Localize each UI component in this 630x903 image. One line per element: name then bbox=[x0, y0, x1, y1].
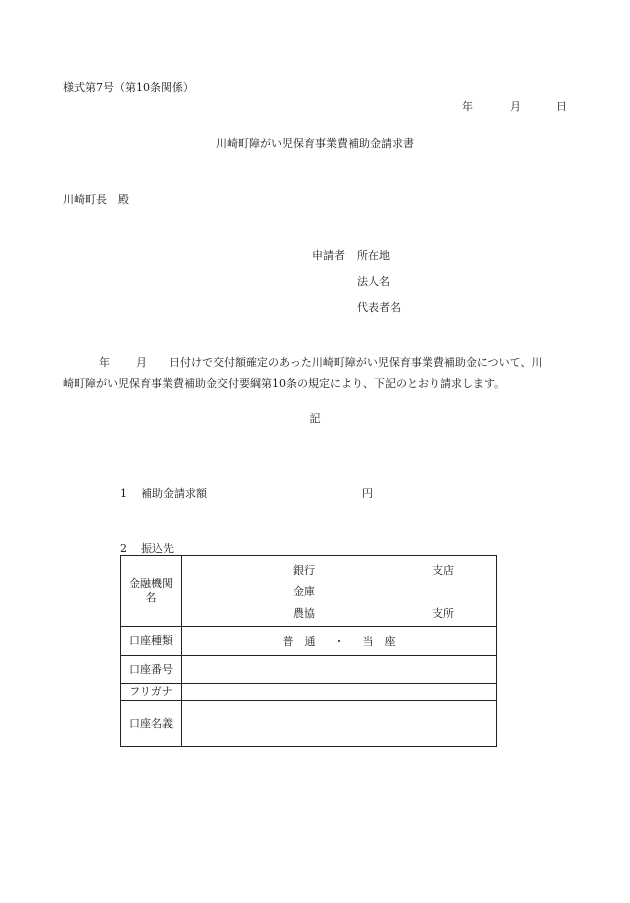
item1-number: 1 bbox=[120, 487, 127, 500]
institution-row bbox=[121, 556, 497, 627]
body-month: 月 bbox=[136, 356, 147, 369]
body-line1-rest: 日付けで交付額確定のあった川崎町障がい児保育事業費補助金について、川 bbox=[169, 356, 543, 369]
branch-label: 支店 bbox=[432, 564, 454, 577]
account-number-row bbox=[121, 656, 497, 684]
date-year-label: 年 bbox=[462, 100, 473, 113]
institution-value-cell[interactable] bbox=[182, 556, 497, 627]
item2-label: 振込先 bbox=[141, 542, 174, 555]
credit-union-label: 金庫 bbox=[293, 585, 315, 598]
ki-heading: 記 bbox=[309, 412, 321, 425]
agri-branch-label: 支所 bbox=[432, 607, 454, 620]
bank-transfer-table bbox=[120, 555, 497, 747]
account-type-label: 口座種類 bbox=[121, 627, 182, 656]
applicant-corporation-label: 法人名 bbox=[357, 275, 390, 288]
item2-number: 2 bbox=[120, 542, 127, 555]
agri-coop-label: 農協 bbox=[293, 607, 315, 620]
request-statement-line-2: 崎町障がい児保育事業費補助金交付要綱第10条の規定により、下記のとおり請求します。 bbox=[63, 377, 506, 390]
date-month-label: 月 bbox=[510, 100, 521, 113]
document-title: 川崎町障がい児保育事業費補助金請求書 bbox=[216, 137, 414, 150]
furigana-label: フリガナ bbox=[121, 684, 182, 701]
date-day-label: 日 bbox=[556, 100, 567, 113]
account-number-label: 口座番号 bbox=[121, 656, 182, 684]
account-type-row bbox=[121, 627, 497, 656]
account-type-current[interactable]: 当 座 bbox=[362, 635, 396, 648]
item1-yen-unit: 円 bbox=[362, 487, 373, 500]
form-number: 様式第7号（第10条関係） bbox=[63, 81, 194, 94]
furigana-row bbox=[121, 684, 497, 701]
request-statement-line-1 bbox=[63, 352, 569, 373]
account-type-options[interactable] bbox=[182, 627, 497, 656]
account-type-ordinary[interactable]: 普 通 bbox=[282, 635, 316, 648]
institution-label-cell bbox=[121, 556, 182, 627]
addressee: 川崎町長 殿 bbox=[63, 193, 129, 206]
account-number-field[interactable] bbox=[182, 656, 497, 684]
account-type-separator: ・ bbox=[333, 635, 345, 648]
account-name-label: 口座名義 bbox=[121, 701, 182, 747]
bank-label: 銀行 bbox=[293, 564, 315, 577]
institution-label: 金融機関名 bbox=[129, 577, 173, 604]
body-year: 年 bbox=[99, 356, 110, 369]
request-statement bbox=[63, 352, 569, 394]
applicant-address-label: 所在地 bbox=[357, 249, 390, 262]
applicant-representative-label: 代表者名 bbox=[357, 301, 401, 314]
account-name-field[interactable] bbox=[182, 701, 497, 747]
account-name-row bbox=[121, 701, 497, 747]
furigana-field[interactable] bbox=[182, 684, 497, 701]
item1-label: 補助金請求額 bbox=[141, 487, 207, 500]
applicant-label: 申請者 bbox=[312, 249, 345, 262]
